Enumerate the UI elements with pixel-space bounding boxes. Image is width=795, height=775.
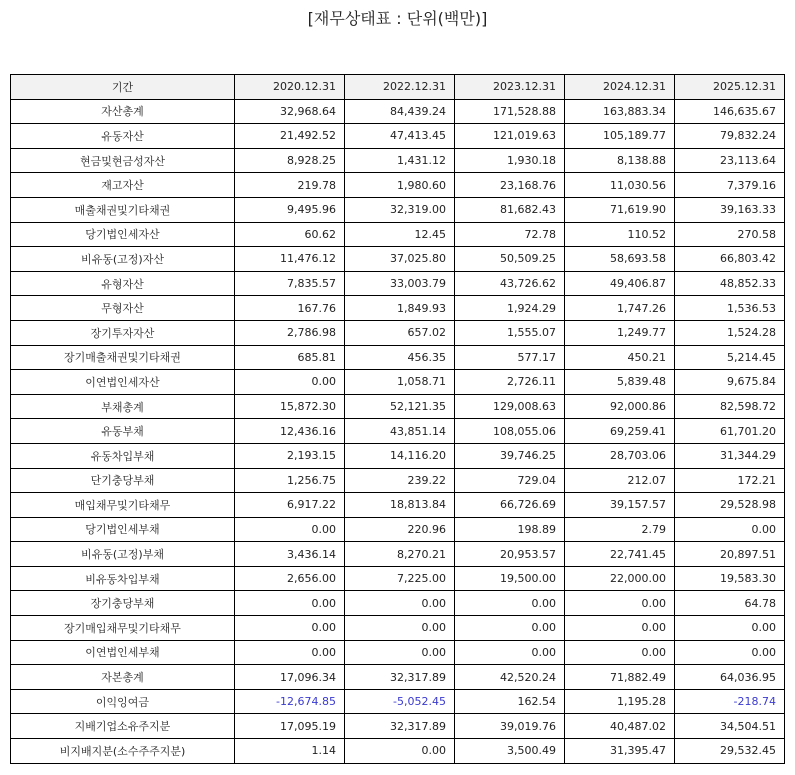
table-cell: 1,924.29 xyxy=(455,296,565,321)
table-cell: 21,492.52 xyxy=(235,124,345,149)
table-cell: 3,500.49 xyxy=(455,739,565,764)
table-cell: 15,872.30 xyxy=(235,394,345,419)
row-label: 비유동차입부채 xyxy=(11,566,235,591)
row-label: 비유동(고정)부채 xyxy=(11,542,235,567)
table-cell: 60.62 xyxy=(235,222,345,247)
table-row xyxy=(11,665,785,690)
table-cell: 17,095.19 xyxy=(235,714,345,739)
table-cell: 171,528.88 xyxy=(455,99,565,124)
table-cell: 172.21 xyxy=(675,468,785,493)
table-row xyxy=(11,419,785,444)
table-cell: 0.00 xyxy=(345,616,455,641)
table-cell: 14,116.20 xyxy=(345,443,455,468)
table-cell: 23,168.76 xyxy=(455,173,565,198)
row-label: 유동자산 xyxy=(11,124,235,149)
table-row xyxy=(11,173,785,198)
table-cell: 39,019.76 xyxy=(455,714,565,739)
table-cell: 82,598.72 xyxy=(675,394,785,419)
table-cell: 0.00 xyxy=(345,640,455,665)
row-label: 자본총계 xyxy=(11,665,235,690)
table-cell: 270.58 xyxy=(675,222,785,247)
table-cell: 0.00 xyxy=(675,517,785,542)
table-cell: 17,096.34 xyxy=(235,665,345,690)
table-row xyxy=(11,591,785,616)
table-cell: 1,536.53 xyxy=(675,296,785,321)
table-cell: 23,113.64 xyxy=(675,148,785,173)
table-cell: 40,487.02 xyxy=(565,714,675,739)
table-cell: 1,980.60 xyxy=(345,173,455,198)
table-cell: 220.96 xyxy=(345,517,455,542)
table-cell: 0.00 xyxy=(235,370,345,395)
table-cell: 9,675.84 xyxy=(675,370,785,395)
row-label: 장기매출채권및기타채권 xyxy=(11,345,235,370)
table-cell: 31,395.47 xyxy=(565,739,675,764)
table-cell: 685.81 xyxy=(235,345,345,370)
table-cell: 71,619.90 xyxy=(565,197,675,222)
table-row xyxy=(11,197,785,222)
table-row xyxy=(11,616,785,641)
table-cell: 92,000.86 xyxy=(565,394,675,419)
table-cell: 12,436.16 xyxy=(235,419,345,444)
table-cell: 1,249.77 xyxy=(565,320,675,345)
row-label: 유동차입부채 xyxy=(11,443,235,468)
table-cell: -218.74 xyxy=(675,689,785,714)
table-row xyxy=(11,394,785,419)
table-cell: 3,436.14 xyxy=(235,542,345,567)
table-cell: 48,852.33 xyxy=(675,271,785,296)
table-cell: 0.00 xyxy=(235,591,345,616)
row-label: 이익잉여금 xyxy=(11,689,235,714)
table-cell: 1,555.07 xyxy=(455,320,565,345)
table-row xyxy=(11,370,785,395)
table-cell: 2,656.00 xyxy=(235,566,345,591)
balance-sheet-table xyxy=(10,74,785,764)
table-cell: 64,036.95 xyxy=(675,665,785,690)
table-cell: 29,532.45 xyxy=(675,739,785,764)
table-cell: 7,225.00 xyxy=(345,566,455,591)
table-cell: 5,839.48 xyxy=(565,370,675,395)
table-cell: 19,583.30 xyxy=(675,566,785,591)
table-cell: 33,003.79 xyxy=(345,271,455,296)
table-cell: 39,157.57 xyxy=(565,493,675,518)
table-cell: 0.00 xyxy=(675,616,785,641)
table-row xyxy=(11,222,785,247)
row-label: 유형자산 xyxy=(11,271,235,296)
table-cell: 0.00 xyxy=(565,616,675,641)
table-cell: 19,500.00 xyxy=(455,566,565,591)
table-cell: 0.00 xyxy=(345,739,455,764)
table-cell: 121,019.63 xyxy=(455,124,565,149)
row-label: 이연법인세부채 xyxy=(11,640,235,665)
table-cell: 66,803.42 xyxy=(675,247,785,272)
table-cell: 58,693.58 xyxy=(565,247,675,272)
row-label: 매출채권및기타채권 xyxy=(11,197,235,222)
row-label: 장기투자자산 xyxy=(11,320,235,345)
table-cell: 212.07 xyxy=(565,468,675,493)
table-cell: 39,746.25 xyxy=(455,443,565,468)
table-cell: 0.00 xyxy=(235,640,345,665)
column-header-period: 기간 xyxy=(11,75,235,100)
row-label: 이연법인세자산 xyxy=(11,370,235,395)
table-cell: 47,413.45 xyxy=(345,124,455,149)
table-cell: 50,509.25 xyxy=(455,247,565,272)
page-title: [재무상태표 : 단위(백만)] xyxy=(307,9,488,28)
table-cell: 1,431.12 xyxy=(345,148,455,173)
table-cell: 0.00 xyxy=(235,517,345,542)
table-cell: 2,193.15 xyxy=(235,443,345,468)
table-cell: 42,520.24 xyxy=(455,665,565,690)
table-cell: 162.54 xyxy=(455,689,565,714)
table-row xyxy=(11,99,785,124)
table-row xyxy=(11,443,785,468)
table-cell: 2.79 xyxy=(565,517,675,542)
table-cell: 79,832.24 xyxy=(675,124,785,149)
row-label: 자산총계 xyxy=(11,99,235,124)
table-cell: 6,917.22 xyxy=(235,493,345,518)
table-cell: 129,008.63 xyxy=(455,394,565,419)
table-row xyxy=(11,148,785,173)
table-cell: 1,747.26 xyxy=(565,296,675,321)
table-cell: 2,726.11 xyxy=(455,370,565,395)
table-row xyxy=(11,320,785,345)
table-cell: 20,953.57 xyxy=(455,542,565,567)
table-cell: 31,344.29 xyxy=(675,443,785,468)
row-label: 장기매입채무및기타채무 xyxy=(11,616,235,641)
table-row xyxy=(11,124,785,149)
table-row xyxy=(11,739,785,764)
row-label: 무형자산 xyxy=(11,296,235,321)
table-cell: -5,052.45 xyxy=(345,689,455,714)
table-cell: 167.76 xyxy=(235,296,345,321)
table-row xyxy=(11,345,785,370)
row-label: 장기충당부채 xyxy=(11,591,235,616)
column-header-date: 2024.12.31 xyxy=(565,75,675,100)
table-cell: 11,476.12 xyxy=(235,247,345,272)
table-cell: 20,897.51 xyxy=(675,542,785,567)
table-cell: 110.52 xyxy=(565,222,675,247)
row-label: 비지배지분(소수주주지분) xyxy=(11,739,235,764)
table-row xyxy=(11,714,785,739)
column-header-date: 2025.12.31 xyxy=(675,75,785,100)
row-label: 유동부채 xyxy=(11,419,235,444)
table-cell: 34,504.51 xyxy=(675,714,785,739)
table-cell: 7,379.16 xyxy=(675,173,785,198)
table-cell: 49,406.87 xyxy=(565,271,675,296)
table-cell: 0.00 xyxy=(675,640,785,665)
table-cell: 146,635.67 xyxy=(675,99,785,124)
table-cell: 69,259.41 xyxy=(565,419,675,444)
table-row xyxy=(11,271,785,296)
table-cell: 105,189.77 xyxy=(565,124,675,149)
row-label: 비유동(고정)자산 xyxy=(11,247,235,272)
table-cell: 0.00 xyxy=(345,591,455,616)
table-cell: 7,835.57 xyxy=(235,271,345,296)
table-cell: 71,882.49 xyxy=(565,665,675,690)
table-cell: 239.22 xyxy=(345,468,455,493)
table-row xyxy=(11,247,785,272)
table-cell: 64.78 xyxy=(675,591,785,616)
table-cell: 1.14 xyxy=(235,739,345,764)
table-cell: 43,851.14 xyxy=(345,419,455,444)
table-cell: 108,055.06 xyxy=(455,419,565,444)
table-cell: 0.00 xyxy=(455,616,565,641)
table-cell: 1,849.93 xyxy=(345,296,455,321)
table-cell: 32,968.64 xyxy=(235,99,345,124)
table-cell: 0.00 xyxy=(455,640,565,665)
table-cell: 28,703.06 xyxy=(565,443,675,468)
table-cell: 11,030.56 xyxy=(565,173,675,198)
row-label: 당기법인세부채 xyxy=(11,517,235,542)
table-cell: 2,786.98 xyxy=(235,320,345,345)
table-cell: 22,000.00 xyxy=(565,566,675,591)
table-row xyxy=(11,566,785,591)
table-cell: 8,928.25 xyxy=(235,148,345,173)
table-cell: 81,682.43 xyxy=(455,197,565,222)
table-cell: 0.00 xyxy=(235,616,345,641)
table-cell: -12,674.85 xyxy=(235,689,345,714)
table-cell: 0.00 xyxy=(565,640,675,665)
table-cell: 39,163.33 xyxy=(675,197,785,222)
table-cell: 1,930.18 xyxy=(455,148,565,173)
table-row xyxy=(11,493,785,518)
table-cell: 219.78 xyxy=(235,173,345,198)
row-label: 당기법인세자산 xyxy=(11,222,235,247)
table-cell: 32,317.89 xyxy=(345,665,455,690)
table-cell: 5,214.45 xyxy=(675,345,785,370)
table-cell: 0.00 xyxy=(455,591,565,616)
table-cell: 52,121.35 xyxy=(345,394,455,419)
table-row xyxy=(11,542,785,567)
table-body xyxy=(11,99,785,763)
table-header-row xyxy=(11,75,785,100)
row-label: 매입채무및기타채무 xyxy=(11,493,235,518)
table-cell: 1,256.75 xyxy=(235,468,345,493)
table-cell: 163,883.34 xyxy=(565,99,675,124)
table-row xyxy=(11,517,785,542)
row-label: 현금및현금성자산 xyxy=(11,148,235,173)
table-row xyxy=(11,468,785,493)
row-label: 단기충당부채 xyxy=(11,468,235,493)
table-cell: 1,524.28 xyxy=(675,320,785,345)
table-cell: 43,726.62 xyxy=(455,271,565,296)
table-cell: 84,439.24 xyxy=(345,99,455,124)
table-cell: 32,319.00 xyxy=(345,197,455,222)
table-cell: 577.17 xyxy=(455,345,565,370)
row-label: 지배기업소유주지분 xyxy=(11,714,235,739)
table-cell: 8,270.21 xyxy=(345,542,455,567)
row-label: 부채총계 xyxy=(11,394,235,419)
table-cell: 729.04 xyxy=(455,468,565,493)
table-cell: 22,741.45 xyxy=(565,542,675,567)
table-cell: 66,726.69 xyxy=(455,493,565,518)
table-cell: 1,058.71 xyxy=(345,370,455,395)
table-cell: 29,528.98 xyxy=(675,493,785,518)
table-cell: 450.21 xyxy=(565,345,675,370)
table-cell: 198.89 xyxy=(455,517,565,542)
table-cell: 1,195.28 xyxy=(565,689,675,714)
table-cell: 9,495.96 xyxy=(235,197,345,222)
table-row xyxy=(11,640,785,665)
table-cell: 456.35 xyxy=(345,345,455,370)
table-cell: 657.02 xyxy=(345,320,455,345)
table-cell: 72.78 xyxy=(455,222,565,247)
table-cell: 32,317.89 xyxy=(345,714,455,739)
table-row xyxy=(11,296,785,321)
column-header-date: 2022.12.31 xyxy=(345,75,455,100)
table-cell: 61,701.20 xyxy=(675,419,785,444)
column-header-date: 2023.12.31 xyxy=(455,75,565,100)
table-cell: 18,813.84 xyxy=(345,493,455,518)
table-cell: 0.00 xyxy=(565,591,675,616)
table-row xyxy=(11,689,785,714)
row-label: 재고자산 xyxy=(11,173,235,198)
table-cell: 37,025.80 xyxy=(345,247,455,272)
table-cell: 8,138.88 xyxy=(565,148,675,173)
table-cell: 12.45 xyxy=(345,222,455,247)
column-header-date: 2020.12.31 xyxy=(235,75,345,100)
